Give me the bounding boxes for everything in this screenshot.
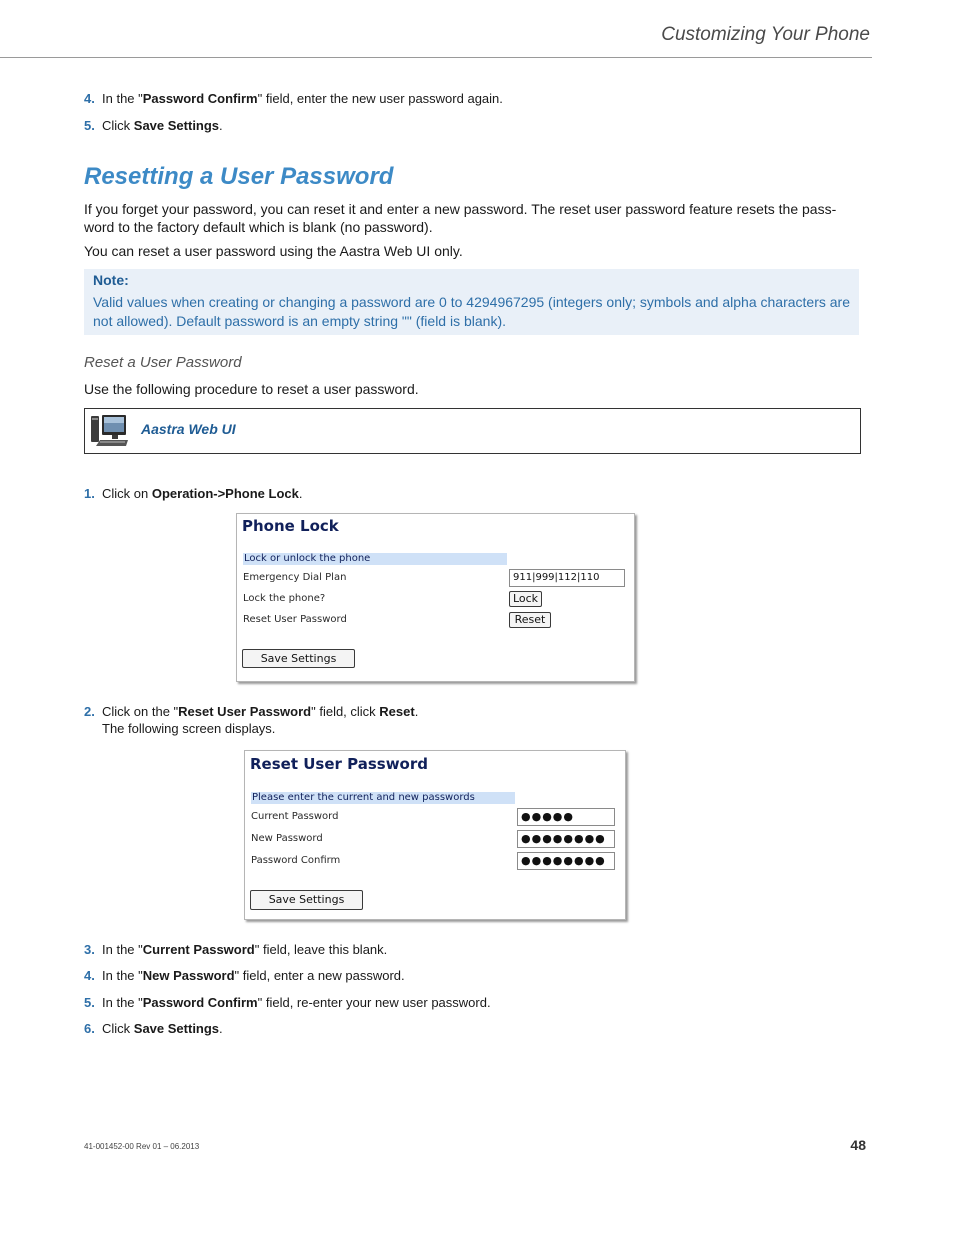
step-text: " field, re-enter your new user password. (257, 995, 491, 1010)
note-title: Note: (93, 272, 129, 288)
step-bold: Save Settings (133, 118, 220, 133)
save-settings-button[interactable]: Save Settings (242, 649, 355, 668)
step-bold: New Password (142, 968, 235, 983)
step-bold: Password Confirm (142, 995, 258, 1010)
phone-lock-section-bar: Lock or unlock the phone (243, 553, 507, 565)
step-text: In the " (102, 968, 143, 983)
step-item (84, 90, 503, 107)
section-paragraph: You can reset a user password using the Aastra Web UI only. (84, 243, 463, 259)
step-bold: Operation->Phone Lock (151, 486, 299, 501)
step-item (84, 703, 418, 720)
step-text: Click (102, 118, 134, 133)
step-number: 3. (84, 942, 95, 957)
reset-button[interactable]: Reset (509, 612, 551, 628)
step-bold: Current Password (142, 942, 255, 957)
step-number: 1. (84, 486, 95, 501)
reset-password-title: Reset User Password (250, 755, 428, 773)
current-password-label: Current Password (251, 811, 339, 822)
note-text: Valid values when creating or changing a password are 0 to 4294967295 (integers only; symbols and alpha characters are not allowed). Default password is an empty string "" (field is blank). (93, 294, 850, 329)
step-text: . (219, 118, 223, 133)
header-divider (0, 57, 872, 58)
step-text: Click on (102, 486, 152, 501)
web-ui-callout (84, 408, 861, 454)
password-confirm-input[interactable]: ●●●●●●●● (517, 852, 615, 870)
document-id: 41-001452-00 Rev 01 – 06.2013 (84, 1142, 200, 1151)
step-bold: Save Settings (133, 1021, 220, 1036)
step-bold: Reset (379, 704, 415, 719)
section-title: Resetting a User Password (84, 163, 394, 190)
step-bold: Password Confirm (142, 91, 258, 106)
section-paragraph: If you forget your password, you can reset it and enter a new password. The reset user password feature resets the pass-word to the factory default which is blank (no password). (84, 201, 837, 235)
password-confirm-label: Password Confirm (251, 855, 341, 866)
step-text: " field, click (311, 704, 380, 719)
step-text: . (298, 486, 303, 501)
step-number: 4. (84, 968, 95, 983)
step-item (84, 994, 491, 1011)
step-item (84, 967, 405, 984)
step-number: 4. (84, 91, 95, 106)
reset-password-screenshot (244, 750, 626, 920)
step-text: " field, leave this blank. (254, 942, 388, 957)
step-text: In the " (102, 942, 143, 957)
step-text: . (414, 704, 419, 719)
step-bold: Reset User Password (178, 704, 312, 719)
subsection-title: Reset a User Password (84, 354, 242, 371)
step-item (84, 485, 302, 502)
step-text: . (219, 1021, 223, 1036)
step-text: Click on the " (102, 704, 179, 719)
web-ui-label: Aastra Web UI (141, 421, 236, 437)
note-box (84, 269, 859, 335)
step-item (84, 117, 223, 134)
reset-password-section-bar: Please enter the current and new passwords (251, 792, 515, 804)
new-password-input[interactable]: ●●●●●●●● (517, 830, 615, 848)
step-text: In the " (102, 995, 143, 1010)
step-text: In the " (102, 91, 143, 106)
reset-user-password-label: Reset User Password (243, 614, 347, 625)
step-number: 5. (84, 995, 95, 1010)
lock-button[interactable]: Lock (509, 591, 542, 607)
lock-phone-label: Lock the phone? (243, 593, 326, 604)
step-text: Click (102, 1021, 134, 1036)
emergency-dial-plan-label: Emergency Dial Plan (243, 572, 347, 583)
current-password-input[interactable]: ●●●●● (517, 808, 615, 826)
step-item (84, 1020, 223, 1037)
step-text: " field, enter a new password. (234, 968, 405, 983)
phone-lock-screenshot (236, 513, 635, 682)
step-number: 2. (84, 704, 95, 719)
step-text: " field, enter the new user password again. (257, 91, 503, 106)
save-settings-button[interactable]: Save Settings (250, 890, 363, 910)
emergency-dial-plan-input[interactable]: 911|999|112|110 (509, 569, 625, 587)
step-item (84, 941, 387, 958)
step-number: 5. (84, 118, 95, 133)
computer-icon (90, 414, 130, 448)
running-header: Customizing Your Phone (661, 24, 870, 45)
step-continuation: The following screen displays. (102, 721, 276, 736)
subsection-intro: Use the following procedure to reset a user password. (84, 381, 419, 397)
phone-lock-title: Phone Lock (242, 517, 339, 535)
new-password-label: New Password (251, 833, 323, 844)
step-number: 6. (84, 1021, 95, 1036)
page-number: 48 (850, 1137, 866, 1153)
